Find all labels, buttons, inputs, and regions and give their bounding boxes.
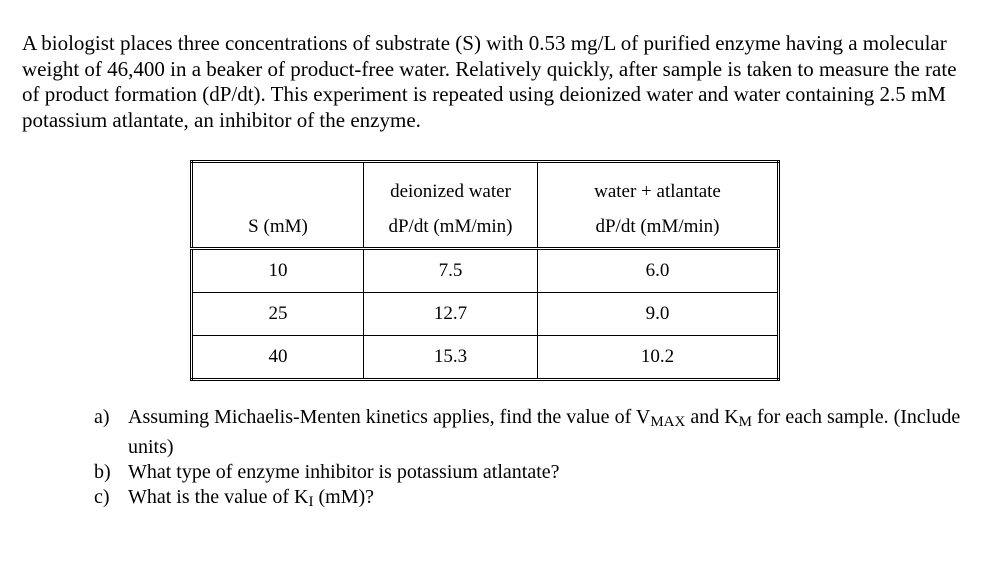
cell-deionized-rate: 15.3: [364, 336, 538, 380]
question-a: [94, 405, 974, 460]
cell-atlantate-rate: 6.0: [538, 249, 779, 293]
question-c: [94, 485, 974, 515]
header-atlantate-unit: dP/dt (mM/min): [595, 216, 720, 237]
question-list: [94, 405, 974, 515]
ki-subscript: I: [308, 494, 314, 510]
question-a-part2: and K: [685, 406, 739, 428]
cell-substrate: 40: [192, 336, 364, 380]
problem-statement: A biologist places three concentrations of substrate (S) with 0.53 mg/L of purified enzyme having a molecular weight of 46,400 in a beaker of product-free water. Relatively quickly, after sample is taken to measure the rate of product formation (dP/dt). This experiment is repeated using deionized water and water containing 2.5 mM potassium atlantate, an inhibitor of the enzyme.: [22, 31, 957, 132]
header-substrate: [192, 162, 364, 249]
header-substrate-label: S (mM): [248, 216, 308, 237]
question-c-letter: c): [94, 486, 110, 508]
rate-data-table: [190, 160, 780, 381]
question-a-text: [128, 405, 974, 460]
table-header-row: [192, 162, 779, 249]
question-a-letter: a): [94, 406, 110, 428]
cell-deionized-rate: 7.5: [364, 249, 538, 293]
table-row: [192, 293, 779, 336]
cell-atlantate-rate: 9.0: [538, 293, 779, 336]
header-deionized: [364, 162, 538, 249]
km-subscript: M: [738, 414, 752, 430]
question-c-part1: What is the value of K: [128, 486, 309, 508]
cell-substrate: 25: [192, 293, 364, 336]
table-row: [192, 249, 779, 293]
header-deionized-condition: deionized water: [390, 181, 511, 202]
header-deionized-unit: dP/dt (mM/min): [388, 216, 513, 237]
question-b-letter: b): [94, 461, 111, 483]
question-a-part3: for each sample. (Include units): [128, 406, 961, 458]
question-c-text: [128, 485, 974, 515]
cell-substrate: 10: [192, 249, 364, 293]
question-c-part2: (mM)?: [313, 486, 375, 508]
cell-atlantate-rate: 10.2: [538, 336, 779, 380]
question-a-part1: Assuming Michaelis-Menten kinetics applies, find the value of V: [128, 406, 651, 428]
header-substrate-top: [193, 177, 363, 207]
cell-deionized-rate: 12.7: [364, 293, 538, 336]
header-atlantate: [538, 162, 779, 249]
question-b-text: What type of enzyme inhibitor is potassium atlantate?: [128, 461, 560, 483]
question-b: [94, 460, 974, 485]
vmax-subscript: MAX: [650, 414, 686, 430]
table-row: [192, 336, 779, 380]
header-atlantate-condition: water + atlantate: [594, 181, 721, 202]
